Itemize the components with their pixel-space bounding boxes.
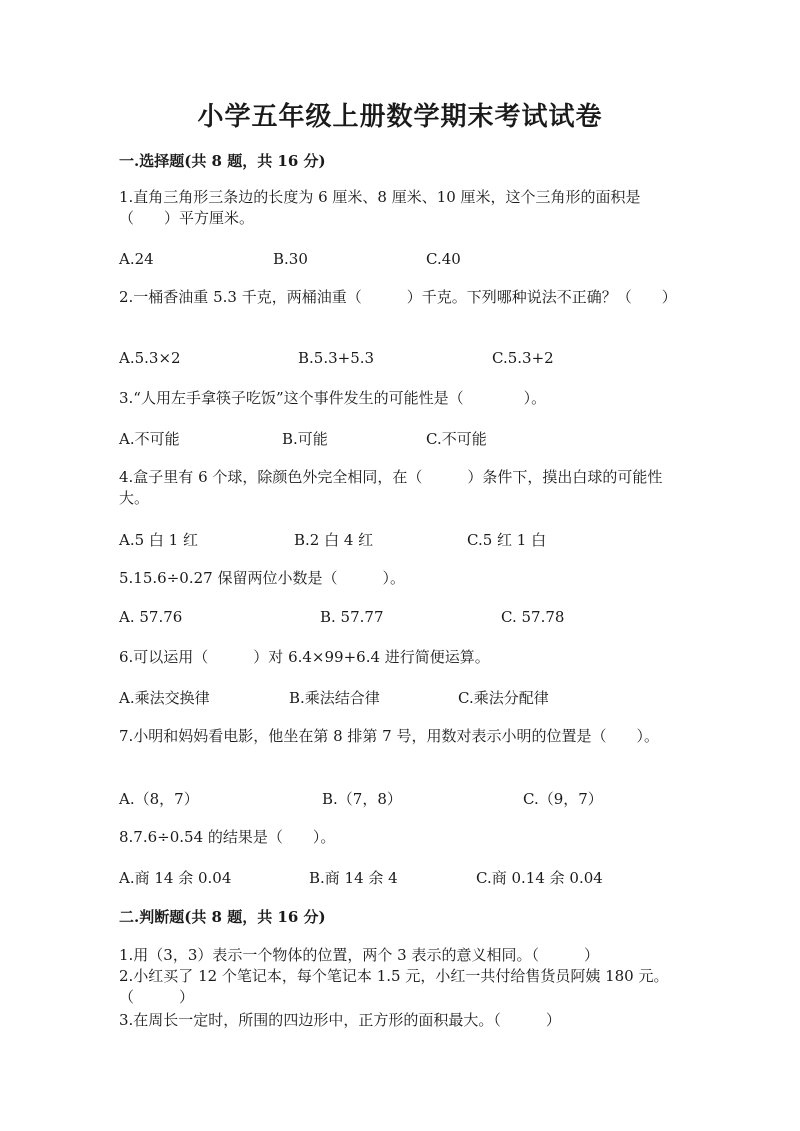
option-a: A.（8，7）	[119, 790, 199, 808]
choice-options-4	[119, 529, 684, 551]
option-b: B.2 白 4 红	[294, 531, 374, 549]
option-a: A.5 白 1 红	[119, 531, 198, 549]
option-b: B.可能	[282, 430, 328, 448]
choice-options-2	[119, 349, 684, 371]
option-c: C.乘法分配律	[458, 689, 549, 707]
option-b: B.（7，8）	[322, 790, 402, 808]
page-title: 小学五年级上册数学期末考试试卷	[197, 102, 603, 132]
section-heading-choice: 一.选择题(共 8 题，共 16 分)	[119, 152, 326, 170]
choice-question-6: 6.可以运用（ ）对 6.4×99+6.4 进行简便运算。	[119, 648, 490, 666]
choice-question-1: 1.直角三角形三条边的长度为 6 厘米、8 厘米、10 厘米，这个三角形的面积是（ ）平方厘米。	[119, 188, 641, 227]
option-b: B.乘法结合律	[289, 689, 380, 707]
option-a: A.商 14 余 0.04	[119, 869, 232, 887]
judge-question-3: 3.在周长一定时，所围的四边形中，正方形的面积最大。（ ）	[119, 1011, 561, 1029]
choice-options-6	[119, 687, 684, 709]
choice-question-8: 8.7.6÷0.54 的结果是（ ）。	[119, 828, 336, 846]
choice-question-7: 7.小明和妈妈看电影，他坐在第 8 排第 7 号，用数对表示小明的位置是（ ）。	[119, 727, 659, 745]
option-c: C.不可能	[426, 430, 487, 448]
judge-question-1: 1.用（3，3）表示一个物体的位置，两个 3 表示的意义相同。（ ）	[119, 946, 599, 964]
option-c: C.商 0.14 余 0.04	[476, 869, 603, 887]
option-a: A. 57.76	[119, 608, 183, 626]
choice-options-3	[119, 428, 684, 450]
choice-question-4: 4.盒子里有 6 个球，除颜色外完全相同，在（ ）条件下，摸出白球的可能性大。	[119, 468, 663, 507]
choice-options-8	[119, 867, 684, 889]
choice-options-5	[119, 608, 684, 630]
option-b: B.5.3+5.3	[298, 349, 375, 367]
option-c: C. 57.78	[501, 608, 565, 626]
choice-question-3: 3.“人用左手拿筷子吃饭”这个事件发生的可能性是（ ）。	[119, 389, 547, 407]
option-c: C.5 红 1 白	[467, 531, 547, 549]
option-c: C.5.3+2	[492, 349, 554, 367]
choice-options-7	[119, 788, 684, 810]
choice-question-5: 5.15.6÷0.27 保留两位小数是（ ）。	[119, 569, 405, 587]
section-heading-judge: 二.判断题(共 8 题，共 16 分)	[119, 908, 326, 926]
option-c: C.（9，7）	[523, 790, 603, 808]
judge-question-2: 2.小红买了 12 个笔记本，每个笔记本 1.5 元，小红一共付给售货员阿姨 180 元。（ ）	[119, 967, 669, 1006]
option-a: A.24	[119, 250, 154, 268]
option-b: B.商 14 余 4	[309, 869, 398, 887]
choice-question-2: 2.一桶香油重 5.3 千克，两桶油重（ ）千克。下列哪种说法不正确？（ ）	[119, 288, 677, 306]
option-b: B. 57.77	[320, 608, 384, 626]
choice-options-1	[119, 250, 684, 272]
option-a: A.不可能	[119, 430, 180, 448]
option-a: A.5.3×2	[119, 349, 181, 367]
option-c: C.40	[426, 250, 461, 268]
option-b: B.30	[273, 250, 308, 268]
option-a: A.乘法交换律	[119, 689, 210, 707]
